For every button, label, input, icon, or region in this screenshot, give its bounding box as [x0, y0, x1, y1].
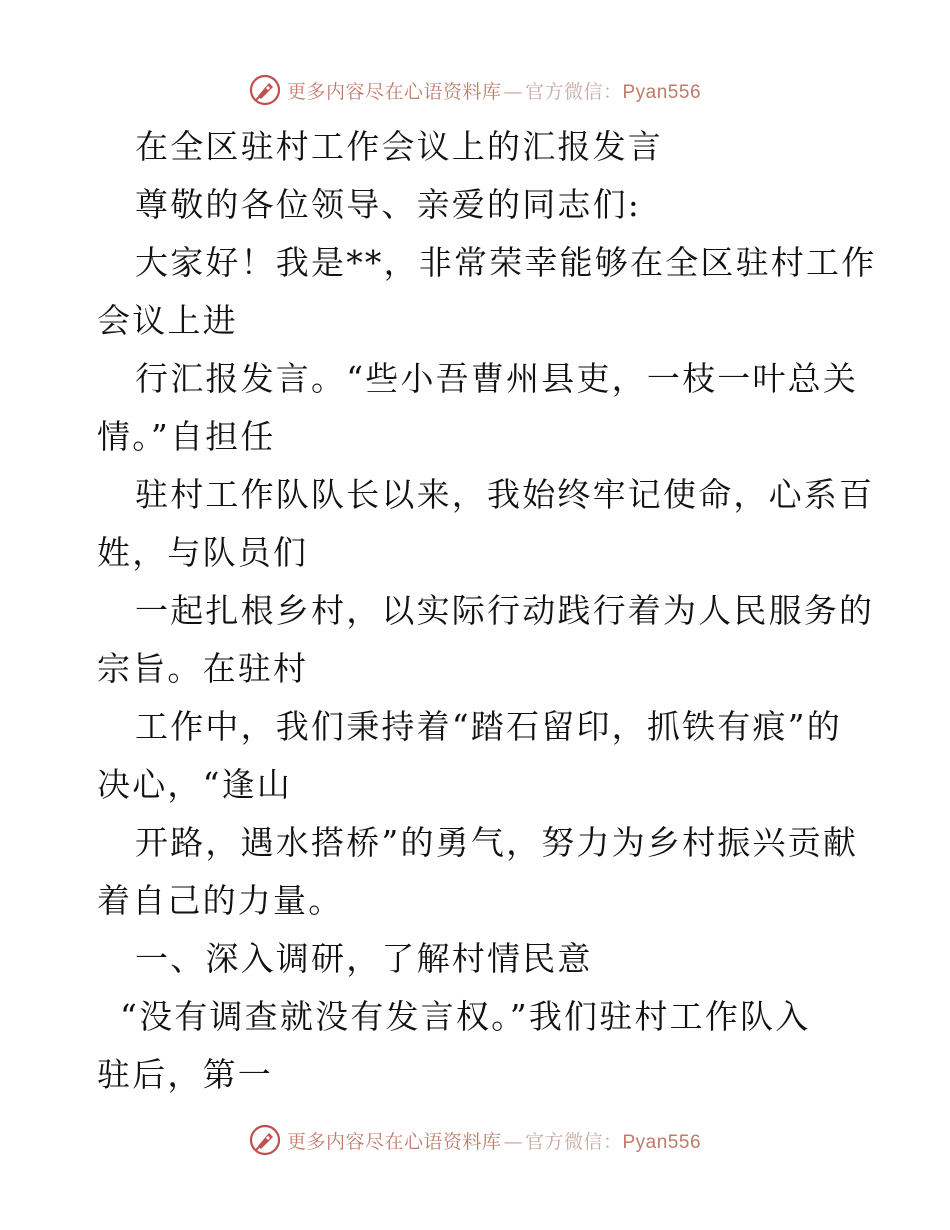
watermark-separator: —: [503, 1130, 523, 1153]
watermark-handle: Pyan556: [622, 81, 702, 103]
watermark-main-text: 更多内容尽在心语资料库: [286, 1130, 502, 1153]
paragraph-line: 情。”自担任: [97, 417, 276, 456]
paragraph-line: “没有调查就没有发言权。”我们驻村工作队入: [120, 997, 811, 1036]
pen-nib-logo-icon: [249, 74, 281, 106]
paragraph-line: 驻村工作队队长以来，我始终牢记使命，心系百: [135, 475, 875, 514]
watermark-official-label: 官方微信：: [524, 1130, 623, 1153]
section-heading: 一、深入调研，了解村情民意: [135, 939, 593, 978]
watermark-header: [0, 72, 950, 108]
watermark-footer: [0, 1122, 950, 1158]
document-salutation: 尊敬的各位领导、亲爱的同志们:: [135, 185, 642, 224]
paragraph-line: 驻后，第一: [97, 1055, 273, 1094]
watermark-handle: Pyan556: [622, 1131, 702, 1153]
paragraph-line: 大家好！我是**，非常荣幸能够在全区驻村工作: [135, 243, 877, 282]
paragraph-line: 一起扎根乡村，以实际行动践行着为人民服务的: [135, 591, 875, 630]
paragraph-line: 决心，“逢山: [97, 765, 293, 804]
watermark-official-label: 官方微信：: [524, 80, 623, 103]
watermark-text: [287, 77, 701, 104]
paragraph-line: 宗旨。在驻村: [97, 649, 309, 688]
paragraph-line: 着自己的力量。: [97, 881, 344, 920]
paragraph-line: 行汇报发言。“些小吾曹州县吏，一枝一叶总关: [135, 359, 859, 398]
document-title: 在全区驻村工作会议上的汇报发言: [135, 127, 663, 166]
paragraph-line: 姓，与队员们: [97, 533, 309, 572]
watermark-separator: —: [503, 80, 523, 103]
pen-nib-logo-icon: [249, 1124, 281, 1156]
watermark-main-text: 更多内容尽在心语资料库: [286, 80, 502, 103]
watermark-text: [287, 1127, 701, 1154]
paragraph-line: 工作中，我们秉持着“踏石留印，抓铁有痕”的: [135, 707, 842, 746]
paragraph-line: 会议上进: [97, 301, 238, 340]
paragraph-line: 开路，遇水搭桥”的勇气，努力为乡村振兴贡献: [135, 823, 859, 862]
